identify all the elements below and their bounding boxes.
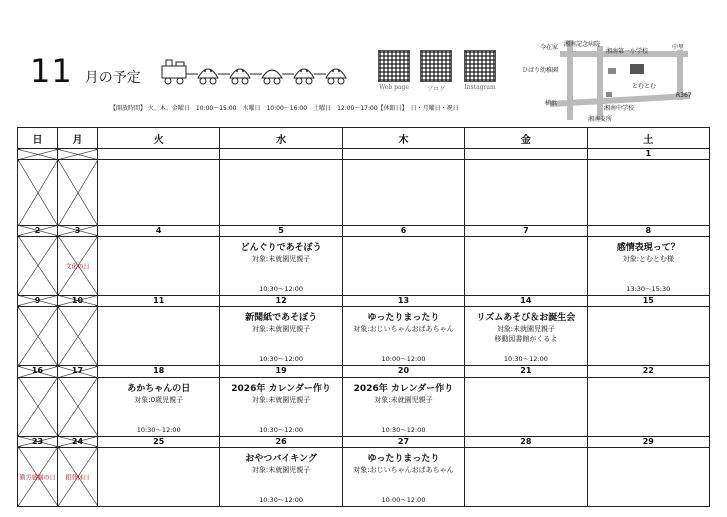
day-cell (587, 307, 709, 366)
day-cell (342, 377, 464, 436)
event (220, 237, 341, 264)
date-number: 27 (342, 436, 464, 447)
event (343, 448, 464, 475)
event-title: ゆったりまったり (367, 313, 440, 324)
holiday-label: 勤労感謝の日 (19, 474, 56, 482)
event-title: ゆったりまったり (367, 453, 440, 464)
date-number: 6 (342, 225, 464, 236)
day-cell (342, 160, 464, 225)
day-cell (220, 236, 342, 295)
date-number: 23 (18, 436, 58, 447)
event-target: 対象:とむとむ様 (622, 254, 674, 263)
day-cell (18, 160, 58, 225)
weekday-sat: 土 (587, 128, 709, 149)
event (98, 378, 219, 405)
date-number: 11 (98, 295, 220, 306)
date-number: 13 (342, 295, 464, 306)
date-number: 9 (18, 295, 58, 306)
qr-blog[interactable] (420, 50, 452, 93)
day-cell (587, 377, 709, 436)
train-illustration (160, 58, 365, 86)
access-map (522, 40, 692, 123)
weekday-tue: 火 (98, 128, 220, 149)
map-label: 今在家 (540, 44, 559, 51)
event-title: おやつバイキング (245, 453, 317, 464)
week-row (18, 160, 710, 225)
event (588, 237, 709, 264)
weekday-wed: 水 (220, 128, 342, 149)
day-cell (465, 236, 587, 295)
date-number: 29 (587, 436, 709, 447)
map-label: 湘南記念病院 (564, 41, 601, 48)
event-time: 10:30～12:00 (259, 355, 304, 364)
day-cell (18, 447, 58, 506)
map-label: 中里 (672, 44, 685, 51)
qr-label: Instagram (464, 84, 496, 91)
event-target: 対象:おじいちゃんおばあちゃん (353, 465, 454, 474)
event-title: 2026年 カレンダー作り (231, 383, 331, 394)
qr-webpage[interactable] (378, 50, 410, 91)
event-time: 13:30～15:30 (626, 284, 671, 293)
opening-hours: 【開放時間】 火、木、金曜日 10:00～15:00 水曜日 10:00～16:00 土曜日 12:00～17:00【休館日】 日・月曜日・祝日 (110, 105, 459, 112)
day-cell (58, 377, 98, 436)
date-number: 4 (98, 225, 220, 236)
date-number: 14 (465, 295, 587, 306)
map-label: ひばり幼稚園 (522, 67, 559, 74)
date-number: 25 (98, 436, 220, 447)
map-label: とむとむ (632, 83, 657, 90)
date-number: 22 (587, 366, 709, 377)
date-number (465, 149, 587, 160)
date-number: 16 (18, 366, 58, 377)
day-cell (58, 236, 98, 295)
month-number: 11 (30, 52, 73, 90)
qr-label: ブログ (426, 86, 445, 93)
event-time: 10:30～12:00 (259, 284, 304, 293)
date-number (220, 149, 342, 160)
day-cell (220, 160, 342, 225)
event-target: 対象:おじいちゃんおばあちゃん (353, 325, 454, 334)
event-title: あかちゃんの日 (127, 383, 191, 394)
date-number: 5 (220, 225, 342, 236)
date-number: 7 (465, 225, 587, 236)
qr-code-icon (378, 50, 410, 82)
map-label: 湘南中学校 (604, 105, 635, 112)
map-label: R367 (676, 92, 692, 99)
qr-label: Web page (379, 84, 409, 91)
date-row (18, 225, 710, 236)
day-cell (342, 307, 464, 366)
week-row (18, 236, 710, 295)
event-time: 10:30～12:00 (259, 496, 304, 504)
date-number (342, 149, 464, 160)
date-number: 10 (58, 295, 98, 306)
day-cell (587, 236, 709, 295)
event-title: どんぐりであそぼう (240, 242, 322, 253)
event-title: 新聞紙であそぼう (245, 313, 318, 324)
event-time: 10:30～12:00 (503, 355, 548, 364)
event-target: 対象:未就園児親子 (251, 325, 311, 334)
date-number: 12 (220, 295, 342, 306)
date-number: 8 (587, 225, 709, 236)
day-cell (18, 236, 58, 295)
date-number: 17 (58, 366, 98, 377)
event-target: 対象:未就園児親子 (251, 395, 311, 404)
event-note: 移動図書館がくるよ (494, 335, 558, 344)
day-cell (342, 236, 464, 295)
qr-instagram[interactable] (464, 50, 496, 91)
holiday-label: 振替休日 (65, 474, 90, 482)
event (465, 307, 586, 344)
date-number: 26 (220, 436, 342, 447)
date-number (18, 149, 58, 160)
day-cell (98, 160, 220, 225)
day-cell (220, 377, 342, 436)
event (220, 307, 341, 334)
day-cell (342, 447, 464, 506)
month-label: 月の予定 (84, 70, 141, 86)
day-cell (98, 377, 220, 436)
event-target: 対象:未就園児親子 (251, 465, 311, 474)
date-row (18, 295, 710, 306)
date-number: 28 (465, 436, 587, 447)
day-cell (58, 160, 98, 225)
date-number: 2 (18, 225, 58, 236)
weekday-sun: 日 (18, 128, 58, 149)
event-time: 10:00～12:00 (381, 355, 426, 364)
day-cell (98, 236, 220, 295)
day-cell (587, 160, 709, 225)
event-time: 10:30～12:00 (381, 425, 426, 434)
weekday-fri: 金 (465, 128, 587, 149)
holiday-label: 文化の日 (65, 263, 90, 271)
calendar (17, 127, 710, 507)
event-target: 対象:0歳児親子 (134, 395, 184, 404)
map-label: 湘南第一小学校 (606, 48, 649, 55)
event-time: 10:30～12:00 (136, 425, 181, 434)
day-cell (18, 307, 58, 366)
day-cell (58, 447, 98, 506)
day-cell (465, 307, 587, 366)
event (343, 378, 464, 405)
map-label: 横浜 (545, 100, 558, 107)
week-row (18, 447, 710, 506)
day-cell (587, 447, 709, 506)
date-number: 21 (465, 366, 587, 377)
day-cell (98, 447, 220, 506)
date-number: 15 (587, 295, 709, 306)
date-row (18, 149, 710, 160)
weekday-thu: 木 (342, 128, 464, 149)
event-target: 対象:未就園児親子 (374, 395, 433, 404)
date-number (98, 149, 220, 160)
week-row (18, 307, 710, 366)
event-title: 2026年 カレンダー作り (353, 383, 454, 394)
date-number (58, 149, 98, 160)
event-title: リズムあそび＆お誕生会 (476, 313, 576, 324)
day-cell (465, 160, 587, 225)
date-row (18, 436, 710, 447)
event-time: 10:00～12:00 (381, 496, 426, 504)
event-target: 対象:未就園児親子 (496, 325, 556, 334)
date-number: 1 (587, 149, 709, 160)
event (220, 448, 341, 475)
date-row (18, 366, 710, 377)
date-number: 19 (220, 366, 342, 377)
weekday-mon: 月 (58, 128, 98, 149)
day-cell (58, 307, 98, 366)
weekday-header (18, 128, 710, 149)
qr-code-icon (464, 50, 496, 82)
date-number: 18 (98, 366, 220, 377)
day-cell (220, 307, 342, 366)
day-cell (18, 377, 58, 436)
date-number: 24 (58, 436, 98, 447)
date-number: 3 (58, 225, 98, 236)
event (343, 307, 464, 334)
event (220, 378, 341, 405)
month-title (30, 52, 141, 90)
day-cell (465, 447, 587, 506)
week-row (18, 377, 710, 436)
day-cell (98, 307, 220, 366)
day-cell (220, 447, 342, 506)
event-title: 感情表現って？ (616, 242, 680, 253)
event-time: 10:30～12:00 (259, 425, 304, 434)
event-target: 対象:未就園児親子 (251, 254, 311, 263)
qr-code-icon (420, 50, 452, 82)
date-number: 20 (342, 366, 464, 377)
map-label: 湘南支所 (588, 116, 613, 123)
day-cell (465, 377, 587, 436)
